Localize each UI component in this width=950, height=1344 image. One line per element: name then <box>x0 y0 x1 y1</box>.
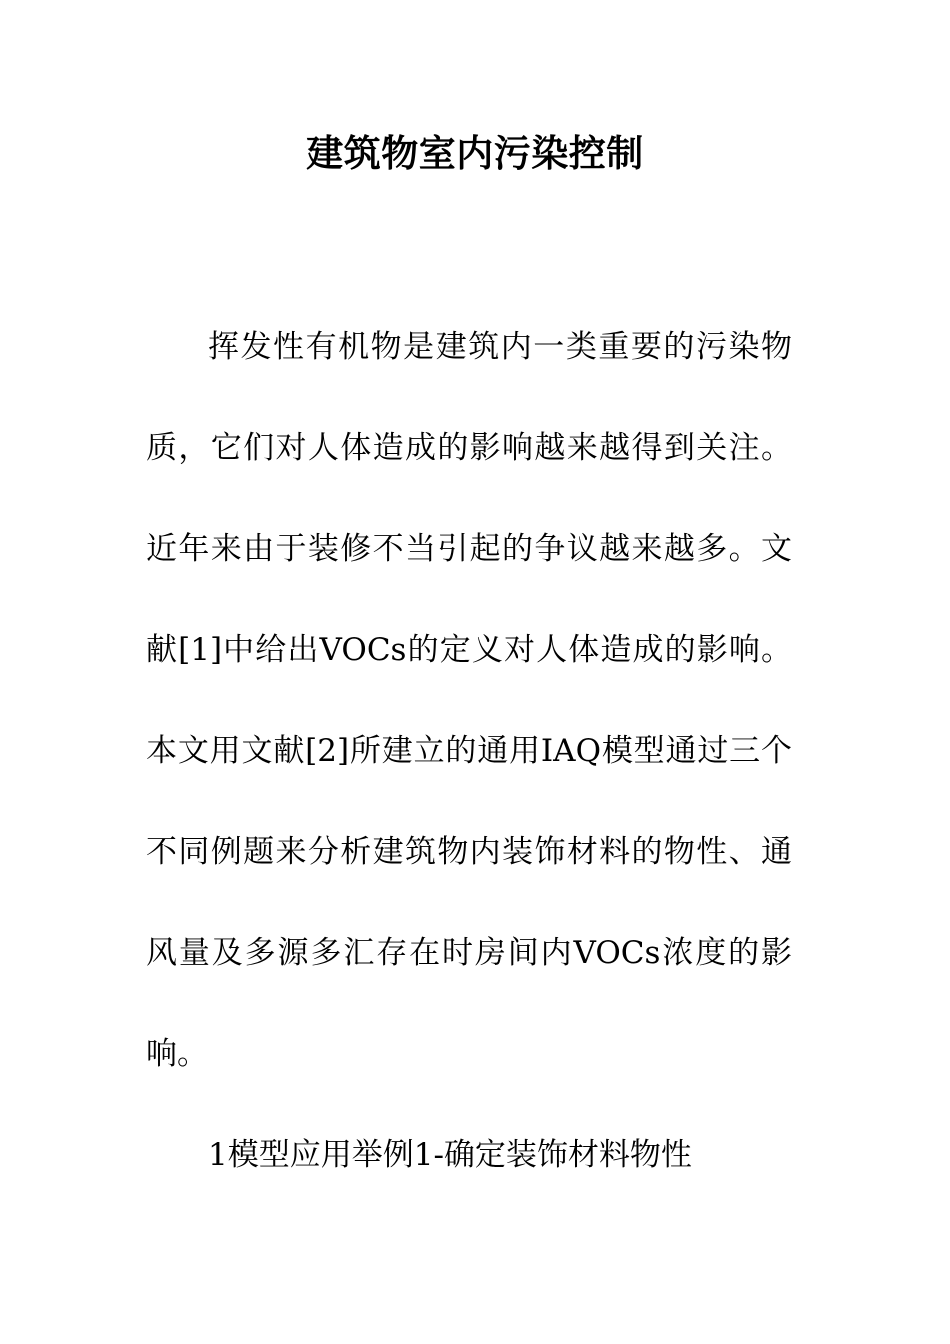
paragraph-section-heading: 1模型应用举例1-确定装饰材料物性 <box>208 1137 692 1173</box>
document-title: 建筑物室内污染控制 <box>306 132 644 175</box>
document-body <box>146 297 792 1206</box>
paragraph-intro: 挥发性有机物是建筑内一类重要的污染物质，它们对人体造成的影响越来越得到关注。近年来由于装修不当引起的争议越来越多。文献[1]中给出VOCs的定义对人体造成的影响。本文用文献[2]所建立的通用IAQ模型通过三个不同例题来分析建筑物内装饰材料的物性、通风量及多源多汇存在时房间内VOCs浓度的影响。 <box>146 329 792 1072</box>
